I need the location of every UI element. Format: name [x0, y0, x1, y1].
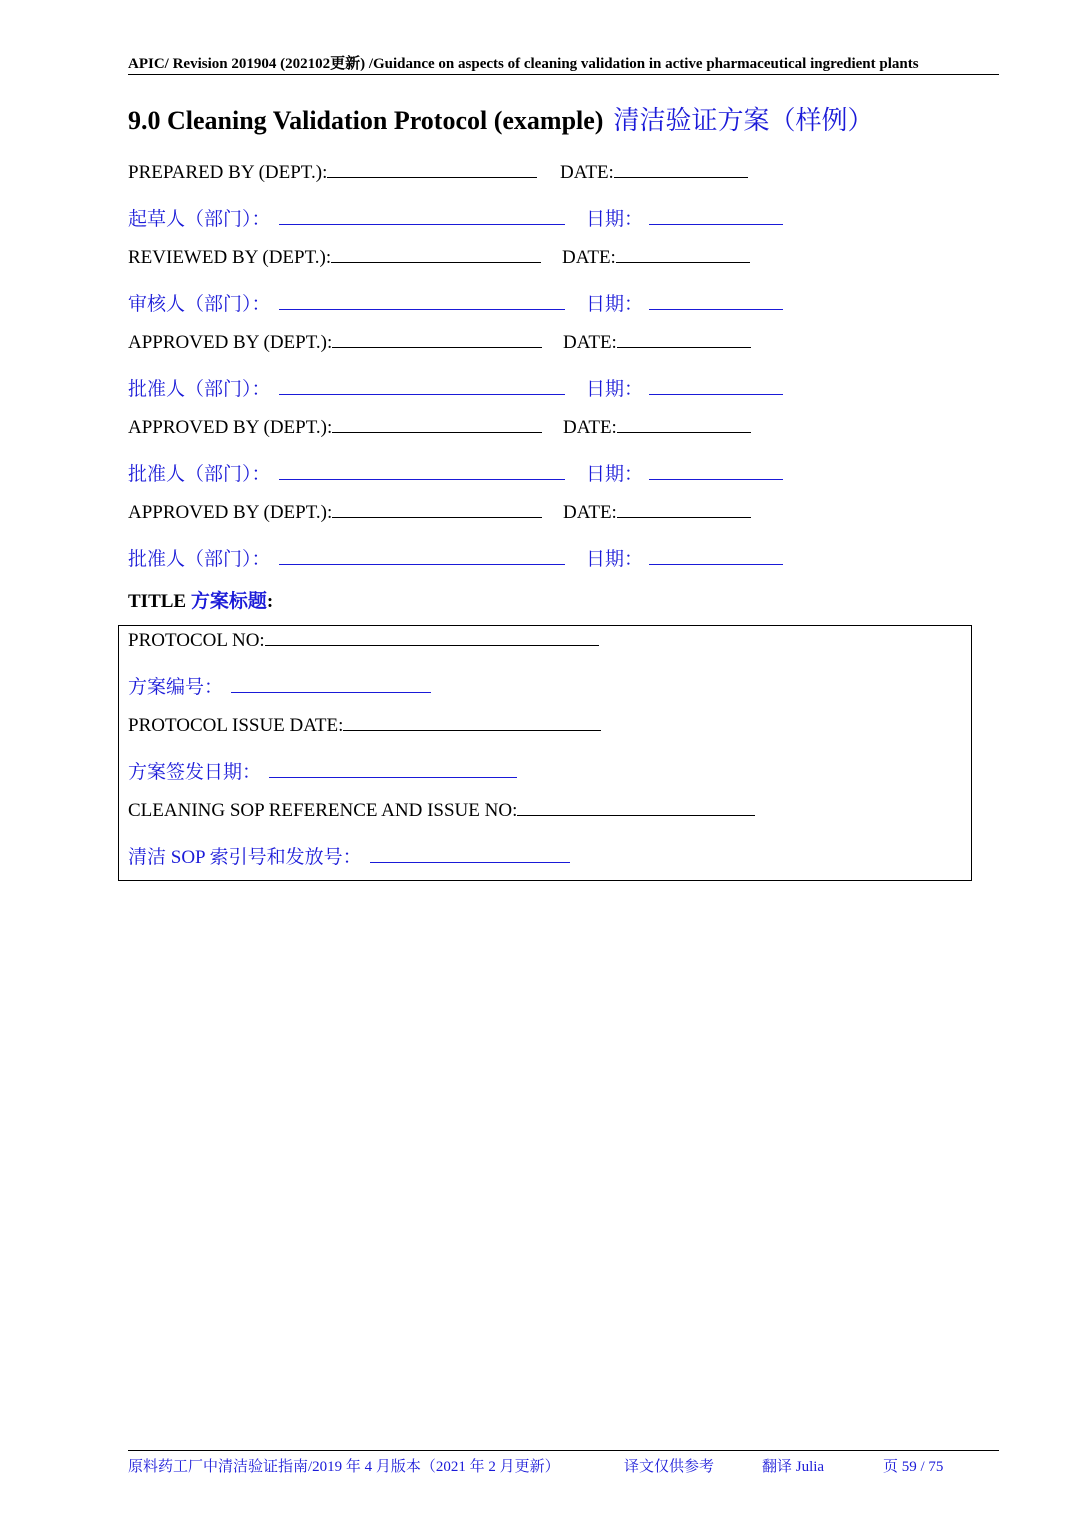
prepared-by-row	[128, 162, 614, 184]
footer-doc: 原料药工厂中清洁验证指南/2019 年 4 月版本（2021 年 2 月更新）	[128, 1459, 560, 1475]
prepared-date-cn-wrap	[586, 204, 783, 231]
reviewed-by-label: REVIEWED BY (DEPT.):	[128, 247, 332, 268]
cleaning-sop-cn-field[interactable]	[370, 862, 570, 863]
approved-date-cn-field[interactable]	[649, 479, 783, 480]
approved-by-label: APPROVED BY (DEPT.):	[128, 502, 333, 523]
reviewed-date-field[interactable]	[616, 262, 750, 263]
prepared-date-cn-label: 日期：	[586, 209, 644, 230]
approved-date-cn-wrap	[586, 459, 783, 486]
reviewed-by-cn-field[interactable]	[279, 309, 565, 310]
page-header: APIC/ Revision 201904 (202102更新) /Guidance on aspects of cleaning validation in active pharmaceutical ingredient plants	[128, 56, 919, 72]
approved-date-cn-label: 日期：	[586, 549, 644, 570]
footer-page: 页 59 / 75	[883, 1459, 944, 1475]
footer-note: 译文仅供参考	[624, 1459, 715, 1475]
footer-rule	[128, 1450, 999, 1451]
approved-by-field[interactable]	[332, 517, 542, 518]
approved-by-row-2	[128, 417, 617, 439]
approved-date-cn-field[interactable]	[649, 394, 783, 395]
reviewed-date-cn-field[interactable]	[649, 309, 783, 310]
prepared-date-label: DATE:	[560, 162, 614, 183]
header-rule	[128, 74, 999, 75]
approved-date-cn-label: 日期：	[586, 464, 644, 485]
prepared-by-cn-label: 起草人（部门）：	[128, 209, 271, 230]
protocol-no-label: PROTOCOL NO:	[128, 630, 265, 651]
approved-by-row-3	[128, 502, 617, 524]
protocol-issue-date-cn-label: 方案签发日期：	[128, 762, 262, 783]
protocol-issue-date-cn-row	[128, 757, 517, 784]
title-field-label	[128, 586, 273, 613]
protocol-no-cn-label: 方案编号：	[128, 677, 224, 698]
approved-by-label: APPROVED BY (DEPT.):	[128, 332, 333, 353]
approved-date-cn-field[interactable]	[649, 564, 783, 565]
approved-date-field[interactable]	[617, 432, 751, 433]
approved-date-label: DATE:	[563, 332, 617, 353]
protocol-issue-date-field[interactable]	[343, 730, 601, 731]
reviewed-date-wrap	[562, 247, 750, 269]
approved-date-wrap	[563, 332, 751, 354]
reviewed-by-cn-row	[128, 289, 644, 316]
title-en: 9.0 Cleaning Validation Protocol (example)	[128, 106, 604, 135]
approved-date-label: DATE:	[563, 502, 617, 523]
protocol-issue-date-cn-field[interactable]	[269, 777, 517, 778]
protocol-no-row	[128, 630, 599, 652]
cleaning-sop-cn-row	[128, 842, 570, 869]
prepared-date-cn-field[interactable]	[649, 224, 783, 225]
approved-by-cn-field[interactable]	[279, 479, 565, 480]
prepared-by-field[interactable]	[327, 177, 537, 178]
reviewed-date-cn-label: 日期：	[586, 294, 644, 315]
approved-by-field[interactable]	[332, 347, 542, 348]
prepared-date-wrap	[560, 162, 748, 184]
prepared-by-cn-row	[128, 204, 644, 231]
approved-date-wrap	[563, 502, 751, 524]
approved-date-cn-label: 日期：	[586, 379, 644, 400]
cleaning-sop-cn-label: 清洁 SOP 索引号和发放号：	[128, 847, 362, 868]
protocol-no-cn-row	[128, 672, 431, 699]
approved-by-cn-label: 批准人（部门）：	[128, 464, 271, 485]
approved-by-cn-row-1	[128, 374, 644, 401]
approved-by-cn-row-3	[128, 544, 644, 571]
title-field-cn: 方案标题	[190, 591, 267, 612]
footer-translator: 翻译 Julia	[762, 1459, 825, 1475]
title-cn: 清洁验证方案（样例）	[613, 106, 874, 135]
reviewed-date-cn-wrap	[586, 289, 783, 316]
page-title	[128, 100, 873, 137]
approved-by-row-1	[128, 332, 617, 354]
protocol-issue-date-row	[128, 715, 601, 737]
cleaning-sop-field[interactable]	[517, 815, 755, 816]
approved-date-field[interactable]	[617, 347, 751, 348]
approved-by-field[interactable]	[332, 432, 542, 433]
approved-date-label: DATE:	[563, 417, 617, 438]
prepared-by-cn-field[interactable]	[279, 224, 565, 225]
prepared-by-label: PREPARED BY (DEPT.):	[128, 162, 328, 183]
approved-by-label: APPROVED BY (DEPT.):	[128, 417, 333, 438]
reviewed-date-label: DATE:	[562, 247, 616, 268]
title-field-en: TITLE	[128, 591, 187, 612]
title-field-colon: :	[266, 591, 274, 612]
protocol-no-field[interactable]	[265, 645, 599, 646]
reviewed-by-field[interactable]	[331, 262, 541, 263]
reviewed-by-row	[128, 247, 616, 269]
approved-by-cn-field[interactable]	[279, 394, 565, 395]
protocol-no-cn-field[interactable]	[231, 692, 431, 693]
approved-date-cn-wrap	[586, 544, 783, 571]
cleaning-sop-label: CLEANING SOP REFERENCE AND ISSUE NO:	[128, 800, 518, 821]
cleaning-sop-row	[128, 800, 755, 822]
approved-by-cn-field[interactable]	[279, 564, 565, 565]
approved-by-cn-label: 批准人（部门）：	[128, 549, 271, 570]
reviewed-by-cn-label: 审核人（部门）：	[128, 294, 271, 315]
prepared-date-field[interactable]	[614, 177, 748, 178]
approved-date-wrap	[563, 417, 751, 439]
approved-by-cn-label: 批准人（部门）：	[128, 379, 271, 400]
approved-by-cn-row-2	[128, 459, 644, 486]
protocol-issue-date-label: PROTOCOL ISSUE DATE:	[128, 715, 344, 736]
approved-date-cn-wrap	[586, 374, 783, 401]
approved-date-field[interactable]	[617, 517, 751, 518]
